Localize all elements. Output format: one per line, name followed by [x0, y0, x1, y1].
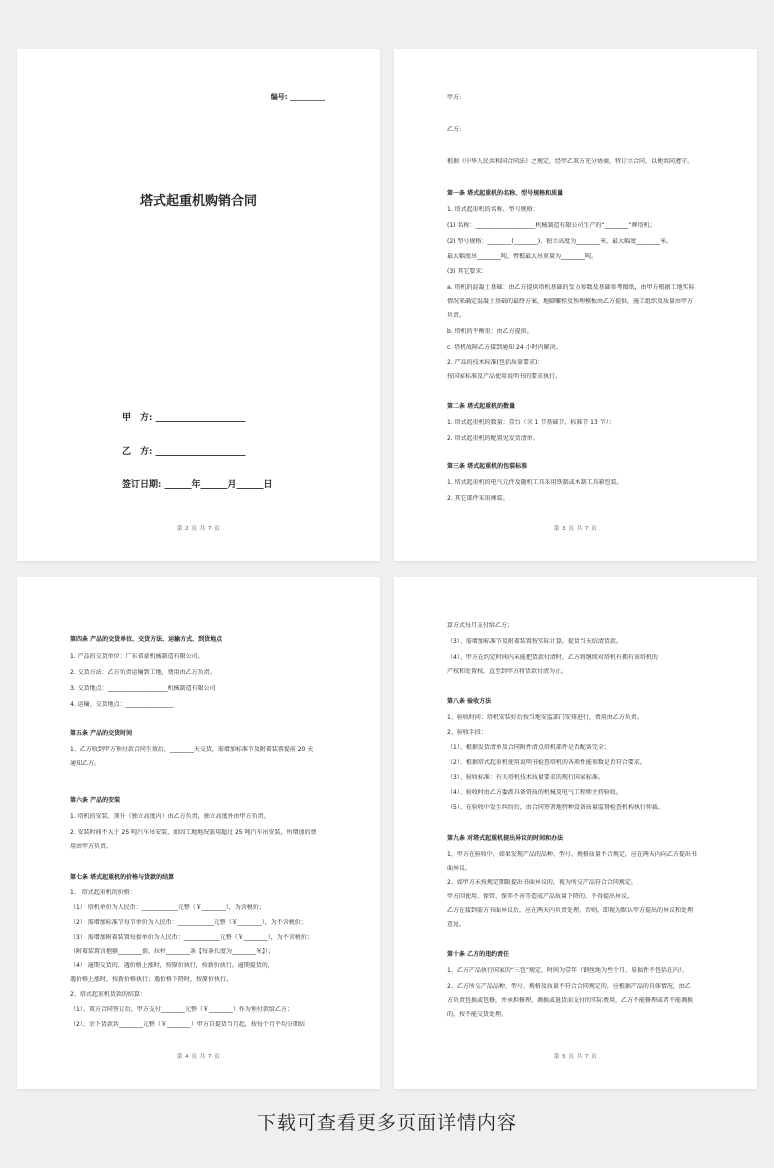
body-line: （3）、验收标准：有关塔机技术质量要求的现行国家标准。 [447, 774, 604, 781]
body-line: （5）、在验收中发生纠纷后，由合同签署地特种设备质量监督检查机构执行仲裁。 [447, 804, 664, 811]
body-line: 1. 塔式起重机的名称、型号规格： [447, 206, 539, 213]
body-line: 情况来确定混凝土基础的最终方案，地脚螺栓及预埋模板由乙方提供，施工组织及质量由甲方 [447, 298, 694, 305]
body-line: 2、乙方所交产品品种、型号、规格及质量不符合合同规定的，应根据产品的具体情况，由乙 [447, 983, 691, 990]
body-line: 甲方因使用、保管、保养不善等造成产品质量下降的，不得提出异议。 [447, 893, 634, 900]
body-line: （附着装置含抱箍________套，拉杆________条【每条长度为________米】）； [70, 948, 275, 955]
body-line: 通知乙方。 [70, 760, 101, 767]
contract-number: 编号: __________ [270, 93, 325, 101]
body-line: （1）、根据发货清单及合同附件清点塔机部件是否配备完全； [447, 744, 610, 751]
page-clauses-2 [17, 577, 380, 1089]
page-body [70, 636, 327, 1089]
body-line: （2）、根据塔式起重机使用说明书检查塔机的各项性能参数是否符合要求。 [447, 759, 646, 766]
body-line: （3）、需增加标准节及附着装置按实际计算，提货当天结清货款。 [447, 638, 622, 645]
body-line: 面异议。 [447, 865, 472, 872]
body-line: 2. 其它部件采用裸装。 [447, 495, 509, 502]
clause-heading: 第十条 乙方的违约责任 [447, 951, 510, 958]
body-line: 乙方: [447, 126, 462, 133]
body-line: 1. 塔式起重机的数量：壹台（含 1 节基础节、标准节 13 节）； [447, 419, 615, 426]
clause-heading: 第六条 产品的安装 [70, 797, 121, 804]
body-line: （4） 逾期交货的，遇价格上涨时，按原价执行，按新价执行。逾期提货的， [70, 962, 274, 969]
clause-heading: 第五条 产品的交货时间 [70, 730, 133, 737]
clause-heading: 第一条 塔式起重机的名称、型号规格和质量 [447, 190, 564, 197]
party-a-field: 甲 方: ____________________ [122, 413, 246, 423]
body-line: c. 塔机故障乙方接到通知 24 小时内解决。 [447, 344, 562, 351]
body-line: 3. 交货地点：____________________机械制造有限公司 [70, 685, 216, 692]
body-line: （2） 需增加标准节每节单价为人民币：____________元整（￥________），为不含税价； [70, 919, 307, 926]
page-clauses-1 [394, 49, 757, 561]
clause-heading: 第九条 对塔式起重机提出异议的时间和办法 [447, 835, 564, 842]
page-clauses-3 [394, 577, 757, 1089]
body-line: 1、乙方收到甲方预付款合同生效后，________天交货，需增加标准节及附着装置提前 20 天 [70, 746, 314, 753]
clause-heading: 第四条 产品的交货单位、交货方法、运输方式、到货地点 [70, 636, 223, 643]
body-line: (1) 名称：____________________机械制造有限公司生产的“________”牌塔机； [447, 222, 656, 229]
clause-heading: 第八条 验收方法 [447, 698, 492, 705]
body-line: 的，按不能交货处理。 [447, 1011, 508, 1018]
page-cover [17, 49, 380, 561]
body-line: 1、 塔式起重机的价格： [70, 889, 136, 896]
body-line: 2、如甲方未按规定期限提出书面异议的，视为所交产品符合合同规定。 [447, 879, 637, 886]
body-line: 1、甲方在验收中，如果发现产品的品种、型号、规格质量不合规定，应在两天内向乙方提出书 [447, 851, 697, 858]
body-line: 1. 塔机的安装、顶升（独立高度内）由乙方负责，独立高度外由甲方负责。 [70, 813, 270, 820]
contract-title: 塔式起重机购销合同 [139, 194, 257, 209]
body-line: 2. 塔式起重机的配置见发货清单。 [447, 435, 539, 442]
body-line: 2. 安装时间不大于 25 吨汽车吊安装，如因工地地况需用超过 25 吨汽车吊安装，所增加的费 [70, 829, 317, 836]
page-body [447, 622, 704, 1089]
body-line: （1） 塔机单价为人民币：____________元整（￥________），为含税价； [70, 904, 265, 911]
sign-date-field: 签订日期: ______年______月______日 [122, 480, 273, 490]
download-caption: 下载可查看更多页面详情内容 [256, 1112, 517, 1134]
body-line: 乙方在接到需方书面异议后，应在两天内负责处理，否则，即视为默认甲方提出的异议和处理 [447, 907, 694, 914]
body-line: 负责。 [447, 312, 466, 319]
body-line: b. 塔机的平衡重：由乙方提供。 [447, 328, 533, 335]
body-line: 1、乙方产品执行国家的“三包”规定，时间为壹年（钢丝绳为叁个月、易损件不包括在内）。 [447, 967, 689, 974]
body-line: 根据《中华人民共和国合同法》之规定，经甲乙双方充分协商，特订立合同，以便共同遵守。 [447, 158, 694, 165]
body-line: 2、验收手段： [447, 729, 487, 736]
body-line: （4）、甲方在约定时间内未能把货款付清时，乙方将继续对塔机有拥有该塔机的 [447, 654, 658, 661]
body-line: 甲方: [447, 94, 462, 101]
page-footer: 第 3 页 共 7 页 [553, 526, 598, 532]
body-line: a. 塔机的混凝土基础：由乙方提供塔机基础的受力参数及基础参考图纸，由甲方根据工地实际 [447, 284, 695, 291]
body-line: 算方式每月支付给乙方； [447, 622, 514, 629]
body-line: （1）、双方合同签订后，甲方支付________元整（￥________）作为预付款给乙方； [70, 1006, 293, 1013]
body-line: （2）、余下货款共________元整（￥________）甲方自提货当月起，按每个月平均分期结 [70, 1021, 305, 1028]
page-body [447, 94, 704, 561]
body-line: (3) 其它要求： [447, 268, 488, 275]
body-line: 最大幅度吊________吨，臂根最大吊重量为________吨。 [447, 253, 598, 260]
body-line: 方负责包换或包修，并承担修理、调换或退货而支付的实际费用，乙方不能修理或者不能调换 [447, 997, 694, 1004]
party-b-field: 乙 方: ____________________ [122, 447, 246, 457]
body-line: 意见。 [447, 921, 466, 928]
page-footer: 第 5 页 共 7 页 [553, 1054, 598, 1060]
body-line: 遇价格上涨时，按新价格执行；遇价格下降时，按原价执行。 [70, 976, 233, 983]
body-line: (2) 型号规格：________(________)，独立高度为________米，最大幅度________米， [447, 238, 673, 245]
body-line: 按国家标准及产品使用说明书的要求执行。 [447, 373, 562, 380]
page-footer: 第 2 页 共 7 页 [176, 526, 221, 532]
body-line: 1、验收时间：塔机安装好后按当地安监部门安排进行，费用由乙方负责。 [447, 714, 643, 721]
body-line: 产权和处置权，直至到甲方将货款付清为止。 [447, 668, 568, 675]
body-line: 4. 运输、交货地点：________________ [70, 701, 174, 708]
body-line: 1. 产品的交货单位：广东省豪机械制造有限公司。 [70, 653, 204, 660]
body-line: 2、塔式起重机货款的结算： [70, 991, 146, 998]
clause-heading: 第二条 塔式起重机的数量 [447, 403, 516, 410]
clause-heading: 第七条 塔式起重机的价格与货款的结算 [70, 874, 175, 881]
body-line: （3） 需增加附着装置每套单价为人民币：____________元整（￥________），为不含税价； [70, 934, 313, 941]
body-line: （4）、验收时由乙方委派具备资质的机械及电气工程师主持验收。 [447, 789, 622, 796]
clause-heading: 第三条 塔式起重机的包装标准 [447, 463, 528, 470]
body-line: 2. 产品的技术标准(包括质量要求)： [447, 359, 544, 366]
page-footer: 第 4 页 共 7 页 [176, 1054, 221, 1060]
body-line: 1. 塔式起重机的电气元件及随机工具采用铁制或木制工具箱包装。 [447, 479, 623, 486]
body-line: 用由甲方负责。 [70, 843, 113, 850]
body-line: 2. 交货方法：乙方负责运输到工地，费用由乙方负责。 [70, 669, 216, 676]
